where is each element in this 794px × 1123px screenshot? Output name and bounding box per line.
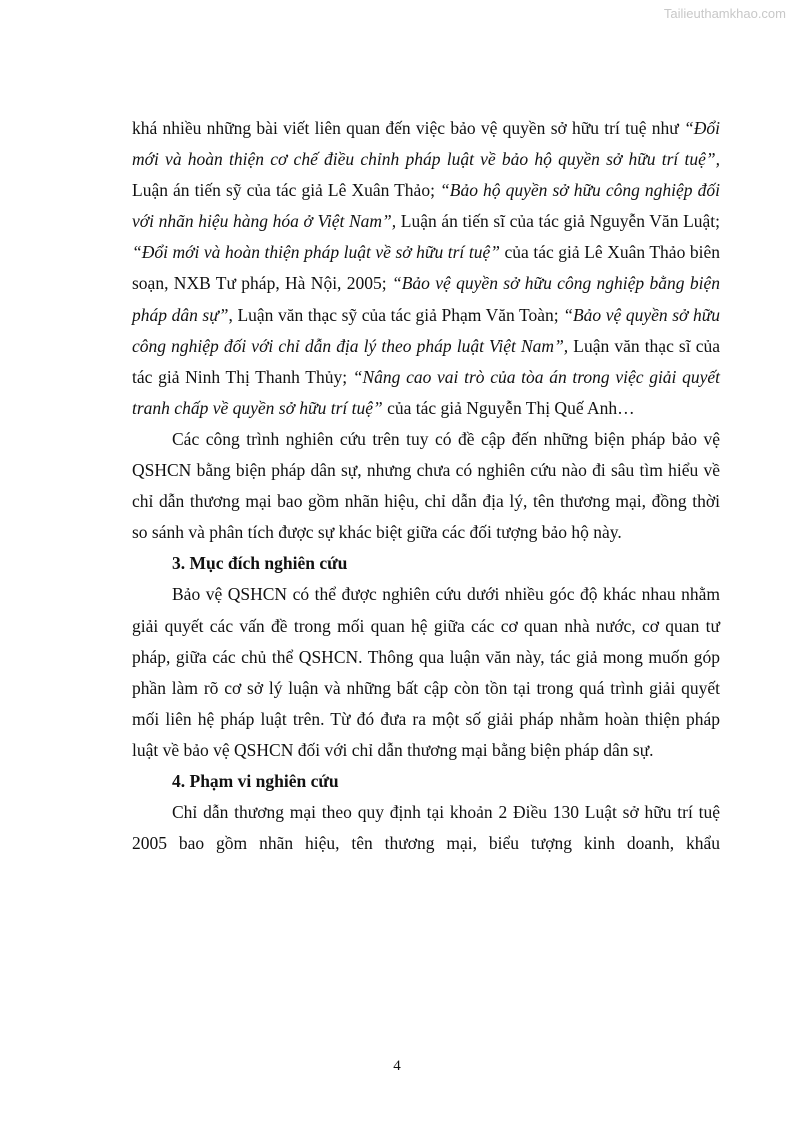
heading-research-purpose: 3. Mục đích nghiên cứu bbox=[172, 553, 348, 574]
cited-work-title: “Nâng cao vai trò của tòa án trong việc giải quyết tranh chấp về quyền sở hữu trí tuệ” bbox=[132, 366, 720, 418]
cited-work-title: “Đổi mới và hoàn thiện pháp luật về sở hữu trí tuệ” bbox=[132, 242, 500, 263]
paragraph-research-purpose: Bảo vệ QSHCN có thể được nghiên cứu dưới nhiều góc độ khác nhau nhằm giải quyết các vấn đề trong mối quan hệ giữa các cơ quan nhà nước, cơ quan tư pháp, giữa các chủ thể QSHCN. Thông qua luận văn này, tác giả mong muốn góp phần làm rõ cơ sở lý luận và những bất cập còn tồn tại trong quá trình giải quyết mối liên hệ pháp luật trên. Từ đó đưa ra một số giải pháp nhằm hoàn thiện pháp luật về bảo vệ QSHCN đối với chỉ dẫn thương mại bằng biện pháp dân sự. bbox=[132, 584, 720, 760]
paragraph-text-run: Luận án tiến sĩ của tác giả Nguyễn Văn Luật; bbox=[396, 211, 720, 232]
cited-work-title: “Bảo hộ quyền sở hữu công nghiệp đối với nhãn hiệu hàng hóa ở Việt Nam”, bbox=[132, 180, 720, 232]
heading-research-scope: 4. Phạm vi nghiên cứu bbox=[172, 770, 339, 791]
document-body bbox=[132, 113, 720, 859]
paragraph-text-run: khá nhiều những bài viết liên quan đến việc bảo vệ quyền sở hữu trí tuệ như bbox=[132, 118, 685, 138]
page-number: 4 bbox=[393, 1058, 401, 1074]
cited-work-title: “Bảo vệ quyền sở hữu công nghiệp đối với chỉ dẫn địa lý theo pháp luật Việt Nam”, bbox=[132, 304, 720, 356]
watermark: Tailieuthamkhao.com bbox=[663, 6, 786, 21]
paragraph-text-run: Luận án tiến sỹ của tác giả Lê Xuân Thảo; bbox=[132, 180, 441, 201]
paragraph-text-run: Luận văn thạc sĩ của tác giả Ninh Thị Thanh Thủy; bbox=[132, 335, 720, 387]
paragraph-text-run: của tác giả Lê Xuân Thảo biên soạn, NXB Tư pháp, Hà Nội, 2005; bbox=[132, 242, 720, 294]
cited-work-title: “Đổi mới và hoàn thiện cơ chế điều chỉnh pháp luật về bảo hộ quyền sở hữu trí tuệ”, bbox=[132, 118, 720, 170]
paragraph-text-run: , Luận văn thạc sỹ của tác giả Phạm Văn Toàn; bbox=[228, 304, 564, 325]
paragraph-research-scope: Chỉ dẫn thương mại theo quy định tại khoản 2 Điều 130 Luật sở hữu trí tuệ 2005 bao gồm nhãn hiệu, tên thương mại, biểu tượng kinh doanh, khẩu bbox=[132, 802, 720, 854]
cited-work-title: “Bảo vệ quyền sở hữu công nghiệp bằng biện pháp dân sự” bbox=[132, 273, 721, 325]
paragraph-text-run: của tác giả Nguyễn Thị Quế Anh… bbox=[382, 397, 635, 418]
paragraph-research-gap: Các công trình nghiên cứu trên tuy có đề cập đến những biện pháp bảo vệ QSHCN bằng biện pháp dân sự, nhưng chưa có nghiên cứu nào đi sâu tìm hiểu về chỉ dẫn thương mại bao gồm nhãn hiệu, chỉ dẫn địa lý, tên thương mại, đồng thời so sánh và phân tích được sự khác biệt giữa các đối tượng bảo hộ này. bbox=[132, 428, 720, 543]
paragraph-literature-list bbox=[132, 113, 720, 424]
